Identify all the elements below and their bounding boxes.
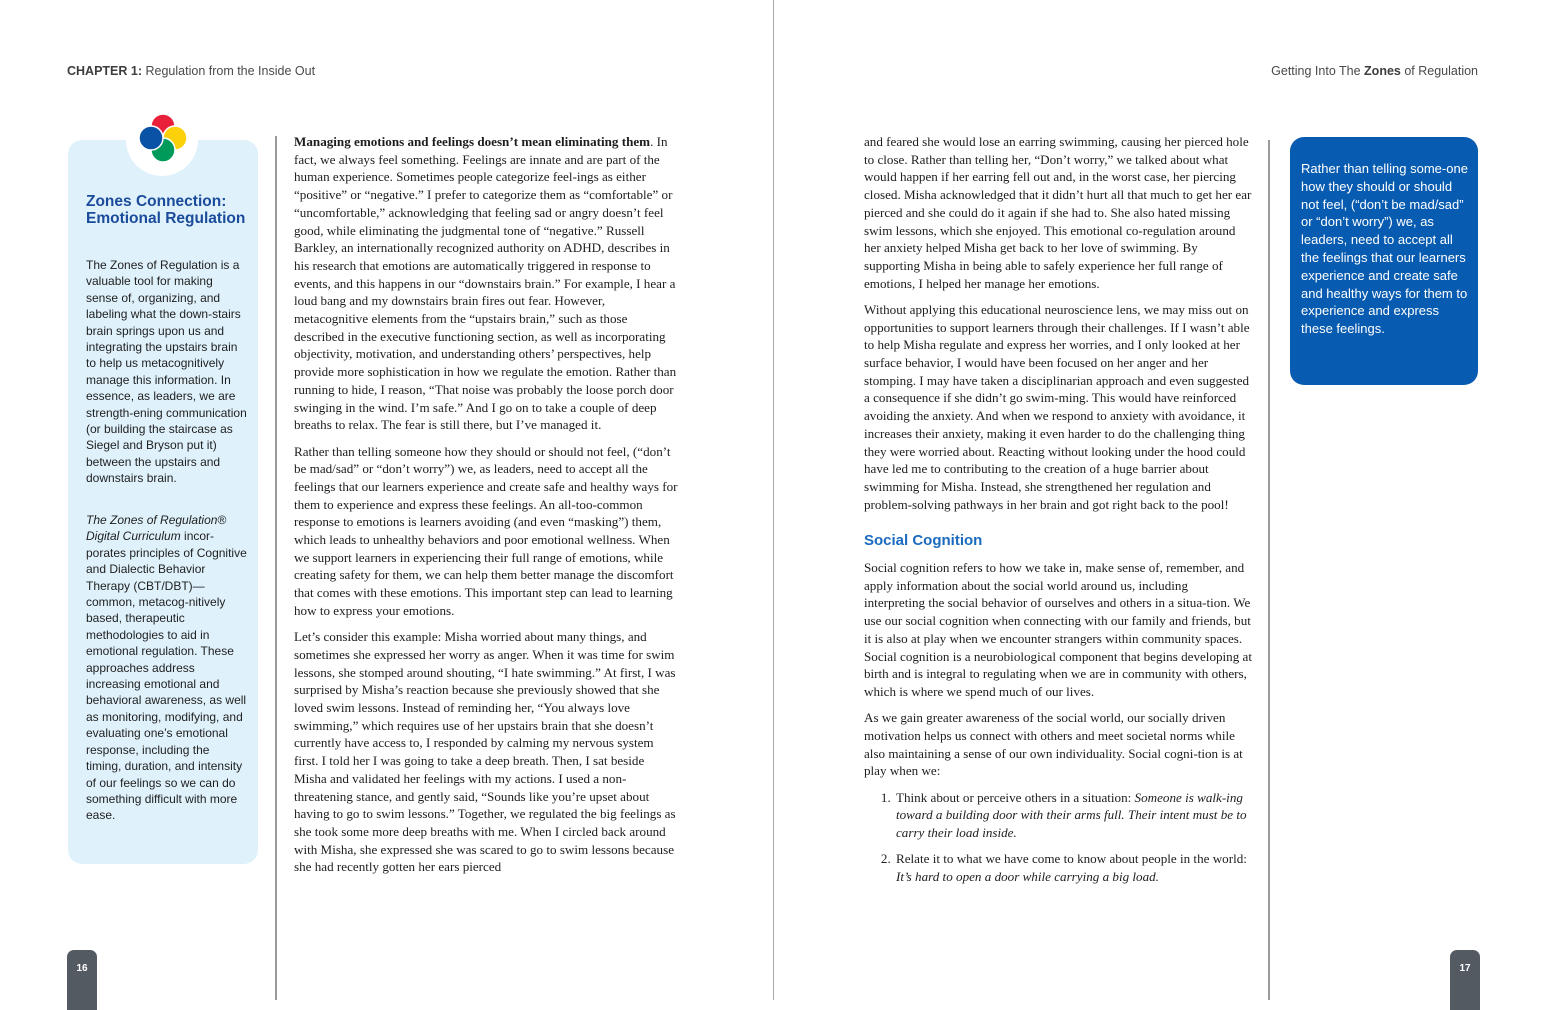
running-head-right — [1271, 64, 1478, 78]
book-spine-divider — [773, 0, 774, 1000]
book-title-prefix: Getting Into The — [1271, 64, 1365, 78]
logo-blue-petal — [139, 126, 163, 150]
list-item-example: It’s hard to open a door while carrying a big load. — [896, 868, 1159, 884]
sidebar-paragraph: The Zones of Regulation is a valuable tool for making sense of, organizing, and labeling what the down-stairs brain springs upon us and integrating the upstairs brain to help us metacognitively manage this information. In essence, as leaders, we are strength-ening communication (or building the staircase as Siegel and Bryson put it) between the upstairs and downstairs brain. — [86, 258, 247, 486]
sidebar-title: Zones Connection: Emotional Regulation — [86, 193, 246, 227]
body-paragraph: Let’s consider this example: Misha worried about many things, and sometimes she expressed her worry as anger. When it was time for swim lessons, she stomped around shouting, “I hate swimming.” At first, I was surprised by Misha’s reaction because she previously showed that she loved swim lessons. Instead of reminding her, “You always love swimming,” which requires use of her upstairs brain that she doesn’t currently have access to, I responded by calming my nervous system first. I told her I was going to take a deep breath. Then, I sat beside Misha and validated her feelings with my actions. I used a non-threatening stance, and gently said, “Sounds like you’re upset about having to go to swim lessons.” Together, we regulated the big feelings as she took some more deep breaths with me. When I circled back around with Misha, she expressed she was scared to go to swim lessons because she had recently gotten her ears pierced — [294, 629, 676, 875]
body-paragraph: Without applying this educational neuroscience lens, we may miss out on opportunities to support learners through their challenges. If I wasn’t able to help Misha regulate and express her worries, and I only looked at her surface behavior, I would have been focused on her anger and her stomping. I may have taken a disciplinarian approach and even suggested a consequence if she didn’t go swim-ming. This would have reinforced avoiding the anxiety. And when we respond to anxiety with avoidance, it increases their anxiety, making it even harder to do the challenging thing they were worried about. Reacting without looking under the hood could have led me to contributing to the creation of a huge barrier about swimming for Misha. Instead, she strengthened her regulation and problem-solving pathways in her brain and got right back to the pool! — [864, 301, 1250, 512]
page-number-tab: 16 — [67, 950, 97, 1010]
lead-in-bold: Managing emotions and feelings doesn’t mean eliminating them — [294, 134, 651, 149]
left-page-body — [294, 133, 680, 885]
body-paragraph: Rather than telling someone how they should or should not feel, (“don’t be mad/sad” or “don’t worry”) we, as leaders, need to accept all the feelings that our learners experience and create safe and healthy ways for them to experience and express these feelings. An all-too-common response to emotions is learners avoiding (and even “masking”) them, which leads to unhealthy behaviors and poor emotional wellness. When we support learners in experiencing their full range of emotions, while creating safety for them, we can help them better manage the discomfort that comes with these emotions. This important step can lead to learning how to express your emotions. — [294, 443, 678, 618]
sidebar-paragraph-text: incor-porates principles of Cognitive and Dialectic Behavior Therapy (CBT/DBT)—common, metacog-nitively based, therapeutic methodologies to aid in emotional regulation. These approaches address increasing emotional and behavioral awareness, as well as monitoring, modifying, and evaluating one’s emotional response, including the timing, duration, and intensity of our feelings so we can do something difficult with more ease. — [86, 529, 247, 823]
body-paragraph: Social cognition refers to how we take in, make sense of, remember, and apply information about the social world around us, including interpreting the social behavior of ourselves and others in a situa-tion. We use our social cognition when connecting with our family and friends, but it is also at play when we encounter strangers within community spaces. Social cognition is a neurobiological component that begins developing at birth and is integral to regulating when we are in community with others, which is where we spend much of our lives. — [864, 560, 1252, 699]
book-title-suffix: of Regulation — [1400, 64, 1478, 78]
body-paragraph: and feared she would lose an earring swimming, causing her pierced hole to close. Rather than telling her, “Don’t worry,” we talked about what would happen if her earring fell out and, in the worst case, her piercing closed. Misha acknowledged that it didn’t hurt all that much to get her ear pierced and she could do it again if she had to. She also hated missing swim lessons, which she enjoyed. This emotional co-regulation around her anxiety helped Misha get back to her love of swimming. By supporting Misha in being able to safely experience her full range of emotions, I helped her manage her emotions. — [864, 134, 1252, 291]
curriculum-title: The Zones of Regulation® Digital Curriculum — [86, 513, 227, 544]
chapter-title: Regulation from the Inside Out — [145, 64, 316, 78]
chapter-label: CHAPTER 1: — [67, 64, 143, 78]
column-rule — [1268, 140, 1270, 1000]
right-page-body — [864, 133, 1252, 893]
running-head-left — [67, 64, 315, 78]
column-rule — [275, 136, 277, 1000]
list-item-text: Think about or perceive others in a situation: — [896, 789, 1135, 805]
list-item-example: Someone is walk-ing toward a building door with their arms full. Their intent must be to carry their load inside. — [896, 789, 1247, 841]
social-cognition-list — [864, 789, 1252, 886]
paragraph-text: . In fact, we always feel something. Feelings are innate and are part of the human experience. Sometimes people categorize feel-ings as either “positive” or “negative.” I prefer to categorize them as “comfortable” or “uncomfortable,” acknowledging that feeling sad or angry doesn’t feel good, while eliminating the judgmental tone of “negative.” Russell Barkley, an internationally recognized authority on ADHD, describes in his research that emotions are automatically triggered in response to events, and this happens in our “downstairs brain.” For example, I hear a loud bang and my downstairs brain fires out fear. However, metacognitive elements from the “upstairs brain,” such as those described in the executive functioning section, as well as incorporating objectivity, motivation, and understanding others’ perspectives, help provide more sophistication in how we regulate the emotion. Rather than running to hide, I reason, “That noise was probably the loose porch door swinging in the wind. I’m safe.” And I go on to take a couple of deep breaths to relax. The fear is still there, but I’ve managed it. — [294, 134, 677, 433]
list-item — [894, 789, 1252, 842]
list-item-text: Relate it to what we have come to know about people in the world: — [896, 850, 1247, 866]
zones-of-regulation-logo-icon — [134, 109, 192, 167]
body-paragraph: As we gain greater awareness of the social world, our socially driven motivation helps us connect with others and meet societal norms while also maintaining a sense of our own individuality. Social cogni-tion is at play when we: — [864, 710, 1243, 779]
sidebar-paragraph — [86, 512, 248, 824]
section-heading: Social Cognition — [864, 532, 983, 550]
list-item — [894, 850, 1252, 885]
page-number-tab: 17 — [1450, 950, 1480, 1010]
pull-quote-text: Rather than telling some-one how they should or should not feel, (“don’t be mad/sad” or “don’t worry”) we, as leaders, need to accept all the feelings that our learners experience and create safe and healthy ways for them to experience and express these feelings. — [1301, 161, 1468, 337]
book-title-bold: Zones — [1364, 64, 1401, 78]
body-paragraph — [294, 133, 680, 434]
